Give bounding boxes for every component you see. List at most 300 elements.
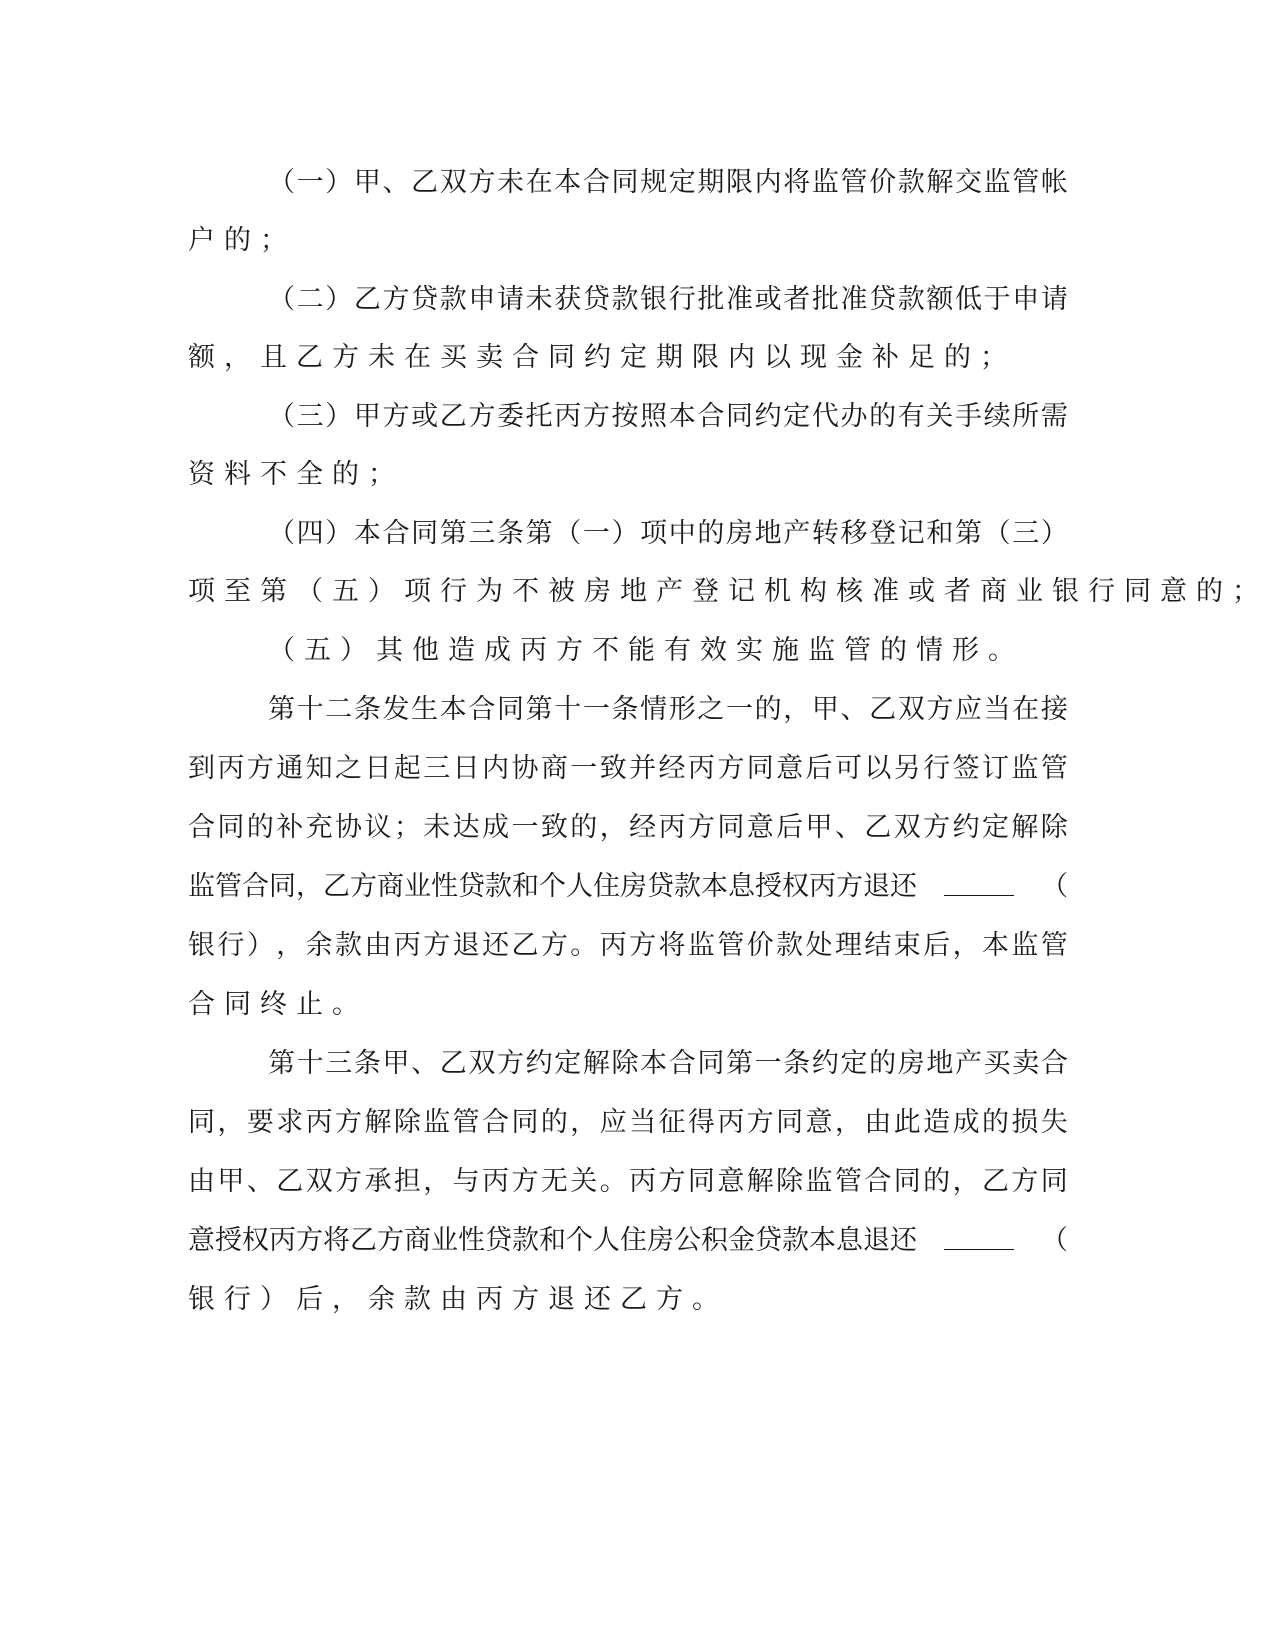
text-char: 三 [296,401,324,432]
text-char: 产 [955,1048,982,1079]
text-char: 的 [869,1048,897,1079]
text-char: 方 [926,694,954,725]
text-char: 方 [335,1166,363,1197]
text-char: （ [268,401,295,432]
text-char: 之 [335,753,363,784]
text-char: 请 [497,284,524,315]
text-char: 一 [754,1048,782,1079]
text-char: 除 [611,1048,639,1079]
text-char: 申 [1012,284,1040,315]
text-char: 十 [296,1048,324,1079]
text-char: 乙 [411,167,439,198]
text-char: 期 [697,167,725,198]
paragraph-line [268,692,1068,728]
text-char: 乙 [276,1166,304,1197]
text-char: 丙 [305,1107,333,1138]
paragraph-line [188,987,1068,1023]
text-char: 获 [554,284,582,315]
text-char: 款 [439,284,467,315]
text-char: 的 [540,1107,568,1138]
text-char: 乙 [439,1048,467,1079]
text-char: 的 [570,812,598,843]
paragraph-line [188,340,1068,376]
text-char: 和 [926,518,954,549]
text-char: 损 [1011,1107,1039,1138]
text-char: 协 [335,812,363,843]
text-char: 行 [217,930,245,961]
text-char: 款 [611,284,639,315]
text-char: 情 [640,694,668,725]
text-char: ） [325,401,353,432]
text-char: 条 [611,694,639,725]
text-char: 同 [697,1048,725,1079]
text-char: 三 [423,753,451,784]
text-char: 束 [893,930,921,961]
text-char: 将 [658,930,686,961]
text-char: 第 [268,1048,295,1079]
text-char: 产 [783,518,811,549]
text-char: 日 [364,753,392,784]
text-char: 丙 [482,1166,510,1197]
text-char: 行 [668,284,696,315]
text-char: 十 [554,694,582,725]
text-char: 约 [811,1048,839,1079]
text-char: 、 [834,812,862,843]
text-char: 同 [611,167,639,198]
text-char: 成 [952,1107,980,1138]
text-char: 同 [511,1107,539,1138]
text-char: 、 [411,1048,439,1079]
text-char: 代 [811,401,839,432]
text-char: 准 [840,284,868,315]
text-char: 一 [296,167,324,198]
text-char: 甲 [353,167,381,198]
text-char: 经 [629,812,657,843]
text-char: ， [217,1107,245,1138]
text-char: 三 [1012,518,1040,549]
text-char: 形 [668,694,696,725]
text-char: 合 [697,401,725,432]
text-char: 贷 [411,284,439,315]
paragraph-line [188,1223,1068,1259]
text-char: 请 [1040,284,1068,315]
text-char: 丙 [658,812,686,843]
text-char: ） [1040,518,1068,549]
text-char: 方 [1011,1166,1039,1197]
text-char: 余 [305,930,333,961]
text-char: 发 [382,694,410,725]
text-char: 还 [482,930,510,961]
text-char: 达 [452,812,480,843]
text-char: 房 [897,1048,925,1079]
text-char: 同 [217,812,245,843]
text-char: ） [246,930,274,961]
text-char: 一 [511,812,539,843]
fill-in-blank [944,869,1014,896]
text-char: 转 [811,518,839,549]
text-char: 项 [640,518,668,549]
text-char: （ [983,518,1011,549]
text-char: 按 [611,401,639,432]
text-char: 方 [582,401,610,432]
text-char: 同 [1040,1166,1068,1197]
text-char: 甲 [382,1048,410,1079]
text-char: 订 [981,753,1009,784]
text-char: 合 [482,1107,510,1138]
text-char: 后 [776,812,804,843]
text-char: 将 [783,167,811,198]
text-char: 本 [640,1048,668,1079]
text-char: 续 [983,401,1011,432]
text-char: 丙 [599,930,627,961]
text-char: 丙 [687,753,715,784]
text-char: 手 [955,401,982,432]
text-char: 或 [411,401,439,432]
text-char: 的 [923,1166,951,1197]
text-char: 申 [468,284,496,315]
text-char: 银 [188,930,215,961]
text-char: 。 [599,1166,627,1197]
text-char: 约 [525,1048,553,1079]
text-suffix: （ [1041,1225,1068,1256]
text-char: 可 [834,753,862,784]
text-char: 帐 [1040,167,1068,198]
text-char: 合 [188,812,215,843]
text-char: 在 [525,167,553,198]
text-char: 方 [497,1048,524,1079]
text-char: 乙 [511,930,539,961]
text-char: 同 [893,1166,921,1197]
text-char: 办 [840,401,868,432]
text-char: 低 [955,284,982,315]
text-char: 监 [983,167,1011,198]
text-char: 方 [382,284,410,315]
text-char: 方 [468,167,496,198]
text-char: 限 [726,167,753,198]
text-char: 丙 [393,930,421,961]
text-char: 于 [983,284,1011,315]
text-char: ； [393,812,421,843]
text-char: 意 [805,1107,833,1138]
text-char: 、 [840,694,868,725]
text-char: 款 [897,167,925,198]
text-char: 致 [599,753,627,784]
text-char: （ [268,518,295,549]
text-char: 甲 [805,812,833,843]
text-char: 本 [981,930,1009,961]
text-char: 合 [864,1166,892,1197]
text-char: 在 [1012,694,1040,725]
text-char: 征 [658,1107,686,1138]
text-char: 由 [188,1166,215,1197]
fill-in-blank [944,1223,1014,1250]
text-char: 合 [582,167,610,198]
text-char: 移 [840,518,868,549]
paragraph-line [188,1105,1068,1141]
text-char: 监 [1011,930,1039,961]
text-char: 双 [468,1048,496,1079]
text-char: 应 [955,694,982,725]
paragraph-line [268,165,1068,201]
text-char: 定 [840,1048,868,1079]
text-char: 定 [554,1048,582,1079]
text-char: ， [276,930,304,961]
text-char: 价 [869,167,897,198]
text-char: 规 [640,167,668,198]
text-char: 者 [783,284,811,315]
paragraph-line [268,516,1068,552]
text-char: 地 [754,518,782,549]
text-char: 第 [955,518,982,549]
text-char: 的 [981,1107,1009,1138]
text-char: 买 [983,1048,1011,1079]
text-char: ， [570,1107,598,1138]
text-char: 解 [1011,812,1039,843]
text-char: ， [423,1166,451,1197]
text-char: 乙 [869,694,897,725]
text-char: 条 [353,1048,381,1079]
text-line: 意授权丙方将乙方商业性贷款和个人住房公积金贷款本息退还 [188,1225,917,1256]
text-char: 由 [364,930,392,961]
text-char: 结 [864,930,892,961]
text-char: 同 [687,1166,715,1197]
text-line: 户的； [188,225,296,256]
text-char: 管 [840,167,868,198]
text-char: 第 [525,694,553,725]
text-char: 行 [923,753,951,784]
text-char: 合 [382,518,410,549]
text-char: 解 [746,1166,774,1197]
text-char: 议 [364,812,392,843]
text-char: 与 [452,1166,480,1197]
text-char: 解 [926,167,954,198]
text-char: 监 [811,167,839,198]
text-char: 当 [983,694,1011,725]
text-line: 监管合同，乙方商业性贷款和个人住房贷款本息授权丙方退还 [188,871,917,902]
text-char: 合 [1040,1048,1068,1079]
text-char: ） [611,518,639,549]
text-char: 求 [276,1107,304,1138]
text-char: 、 [382,167,410,198]
text-char: 监 [1011,753,1039,784]
text-char: 管 [717,930,745,961]
text-char: 丙 [629,1166,657,1197]
text-char: 退 [452,930,480,961]
text-char: 得 [687,1107,715,1138]
text-char: 同 [188,1107,215,1138]
text-char: 起 [393,753,421,784]
text-char: 方 [687,812,715,843]
paragraph-line [268,282,1068,318]
text-char: 要 [246,1107,274,1138]
text-char: 甲 [353,401,381,432]
text-line: 资料不全的； [188,459,404,490]
text-char: （ [268,284,295,315]
text-char: 地 [926,1048,954,1079]
text-char: 条 [783,1048,811,1079]
text-char: 管 [1040,753,1068,784]
text-char: 方 [658,1166,686,1197]
text-char: 除 [393,1107,421,1138]
text-char: （ [554,518,582,549]
text-char: 批 [811,284,839,315]
text-char: 后 [923,930,951,961]
text-char: 关 [926,401,954,432]
paragraph-line [188,223,1068,259]
text-char: 管 [834,1166,862,1197]
text-char: 托 [525,401,553,432]
text-char: 方 [246,753,274,784]
text-char: 登 [869,518,897,549]
text-line: 合同终止。 [188,989,368,1020]
text-char: 同 [497,694,524,725]
text-char: 二 [325,694,353,725]
text-char: 定 [981,812,1009,843]
paragraph-line [188,751,1068,787]
text-char: 此 [893,1107,921,1138]
text-char: 委 [497,401,524,432]
text-line: 银行）后，余款由丙方退还乙方。 [188,1284,728,1315]
text-suffix: （ [1041,871,1068,902]
text-char: 本 [554,167,582,198]
text-char: ， [599,812,627,843]
text-char: 管 [1012,167,1040,198]
text-char: 第 [268,694,295,725]
text-char: （ [268,167,295,198]
text-char: 担 [393,1166,421,1197]
text-char: 一 [726,694,753,725]
text-char: 监 [805,1166,833,1197]
text-char: 第 [525,518,553,549]
text-char: 未 [423,812,451,843]
text-line: 额，且乙方未在买卖合同约定期限内以现金补足的； [188,342,1016,373]
text-char: 方 [540,930,568,961]
text-char: 承 [364,1166,392,1197]
text-char: 方 [468,401,496,432]
text-char: 应 [599,1107,627,1138]
text-char: 准 [726,284,753,315]
text-char: 丙 [717,1107,745,1138]
text-char: 额 [926,284,954,315]
text-char: 丙 [217,753,245,784]
text-char: 三 [325,1048,353,1079]
text-char: 内 [754,167,782,198]
text-char: 第 [439,518,467,549]
text-char: 同 [726,401,753,432]
text-char: 批 [697,284,725,315]
text-char: 的 [246,812,274,843]
text-char: 有 [897,401,925,432]
text-char: 方 [923,812,951,843]
paragraph-line [188,1164,1068,1200]
text-char: 中 [668,518,696,549]
text-char: 同 [411,518,439,549]
text-char: 同 [746,753,774,784]
text-char: 照 [640,401,668,432]
text-char: 经 [658,753,686,784]
text-char: 后 [805,753,833,784]
text-char: 日 [452,753,480,784]
text-char: 监 [423,1107,451,1138]
text-char: 到 [188,753,215,784]
text-char: 知 [305,753,333,784]
text-char: 、 [246,1166,274,1197]
text-char: 乙 [864,812,892,843]
text-char: 方 [746,1107,774,1138]
text-char: 方 [717,753,745,784]
text-char: 成 [482,812,510,843]
text-char: 记 [897,518,925,549]
text-char: 房 [726,518,753,549]
paragraph-line [188,810,1068,846]
text-char: 一 [570,753,598,784]
text-char: ） [325,518,353,549]
text-char: 解 [582,1048,610,1079]
text-char: 未 [525,284,553,315]
text-char: 双 [893,812,921,843]
text-char: 条 [353,694,381,725]
text-line: 项至第（五）项行为不被房地产登记机构核准或者商业银行同意的； [188,576,1268,607]
text-char: 监 [687,930,715,961]
text-char: 。 [570,930,598,961]
text-char: 方 [423,930,451,961]
text-char: 失 [1040,1107,1068,1138]
paragraph-line [268,633,1068,669]
text-char: 解 [364,1107,392,1138]
text-char: 贷 [582,284,610,315]
text-char: 除 [776,1166,804,1197]
text-char: 三 [468,518,496,549]
text-char: 款 [897,284,925,315]
text-char: 贷 [869,284,897,315]
paragraph-line [188,928,1068,964]
text-char: 所 [1012,401,1040,432]
text-char: 同 [776,1107,804,1138]
text-char: 二 [296,284,324,315]
text-char: 并 [629,753,657,784]
text-line: （五）其他造成丙方不能有效实施监管的情形。 [268,635,1024,666]
text-char: 款 [335,930,363,961]
text-char: 管 [1040,930,1068,961]
text-char: ， [952,1166,980,1197]
text-char: 意 [746,812,774,843]
text-char: 另 [893,753,921,784]
text-char: 的 [754,694,782,725]
text-char: ， [834,1107,862,1138]
text-char: 同 [717,812,745,843]
text-char: 关 [570,1166,598,1197]
text-char: 补 [276,812,304,843]
paragraph-line [188,869,1068,905]
text-char: 内 [482,753,510,784]
text-char: 由 [864,1107,892,1138]
text-char: 商 [540,753,568,784]
text-char: 通 [276,753,304,784]
text-char: 卖 [1012,1048,1040,1079]
text-char: 之 [697,694,725,725]
text-char: 的 [869,401,897,432]
text-char: 需 [1040,401,1068,432]
text-char: 造 [923,1107,951,1138]
text-char: 银 [640,284,668,315]
text-char: 约 [952,812,980,843]
text-char: 款 [776,930,804,961]
text-char: 乙 [439,401,467,432]
text-char: 双 [439,167,467,198]
text-char: 理 [834,930,862,961]
text-char: 处 [805,930,833,961]
text-char: 甲 [811,694,839,725]
